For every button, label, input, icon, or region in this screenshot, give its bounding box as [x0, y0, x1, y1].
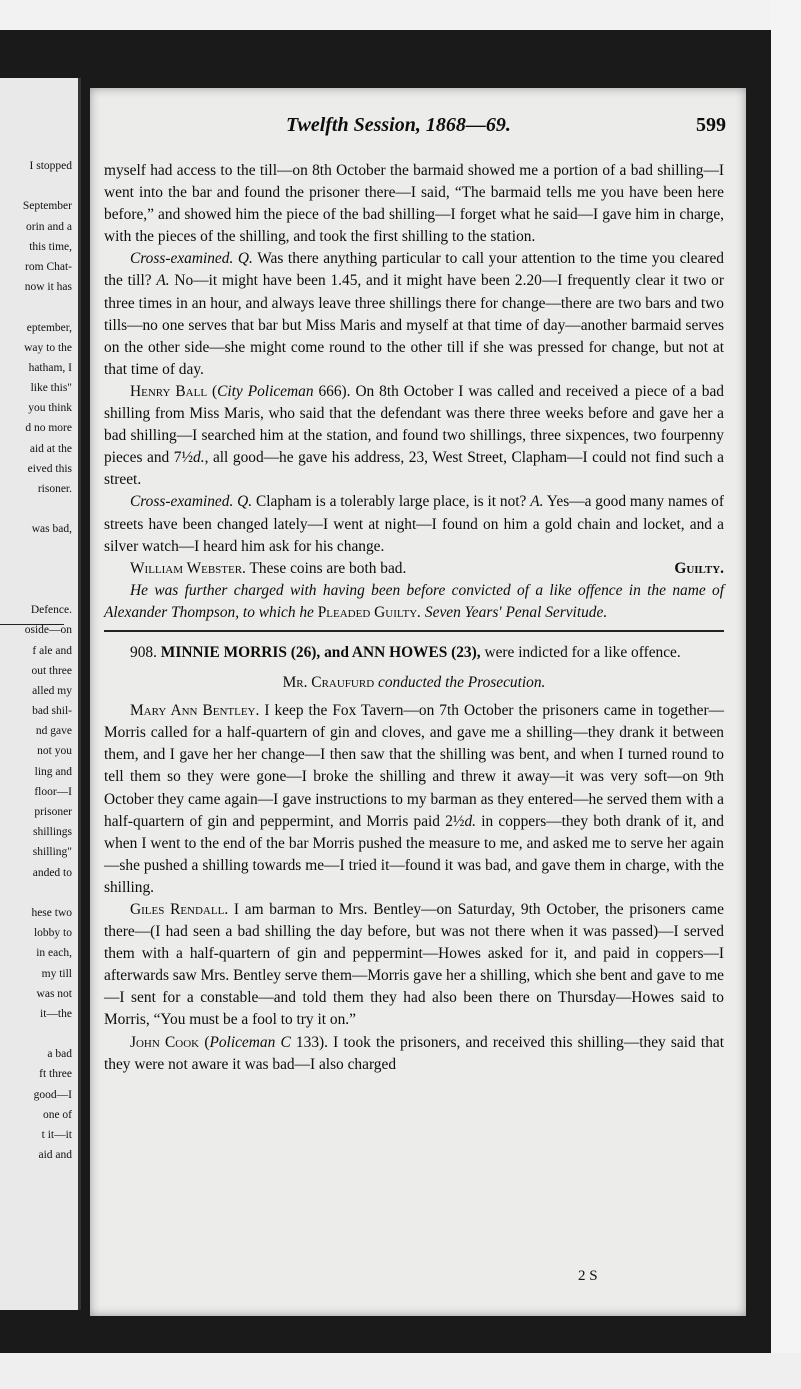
- facing-page-line: [0, 540, 72, 560]
- further-charge: [104, 580, 724, 624]
- facing-page-line: orin and a: [26, 220, 72, 233]
- facing-page-line: alled my: [32, 684, 72, 697]
- facing-page-line: anded to: [32, 866, 72, 879]
- facing-page-line: ft three: [39, 1068, 72, 1081]
- facing-page-line: eived this: [27, 462, 72, 475]
- facing-page-line: [0, 176, 72, 196]
- facing-page-line: like this": [30, 382, 72, 395]
- sentence: . Seven Years' Penal Servitude.: [417, 603, 608, 621]
- text-run: Cross-examined. Q.: [130, 493, 253, 511]
- text-run: I keep the Fox Tavern—on 7th October the prisoners came in together—Morris called for a half-quartern of gin and cloves, and gave me a shilling—they drank it between them, and I gave her her change—I then saw that the shilling was bent, and when I turned round to tell them so they were gone—I broke the shilling and threw it away—it was very soft—on 9th October they came again—I gave instructions to my barman as they entered—he served them with a half-quartern of gin and peppermint, and Morris paid 2½: [104, 702, 725, 830]
- text-run: Giles Rendall.: [130, 901, 229, 918]
- text-run: Mary Ann Bentley.: [130, 702, 260, 720]
- testimony-paragraph: [104, 248, 724, 381]
- text-run: I am barman to Mrs. Bentley—on Saturday, 9th October, the prisoners came there—(I had seen a bad shilling the day before, but was not there when it was passed)—I served them with a half-quartern of gin and peppermint—Howes asked for it, and paid in coppers—I afterwards saw Mrs. Bentley serve them—Morris gave her a shilling, which she bent and gave to me—I sent for a constable—and told them they had also been there on Thursday—Howes said to Morris, “You must be a fool to try it on.”: [104, 901, 724, 1029]
- testimony-paragraph: [104, 700, 724, 899]
- facing-page-line: now it has: [24, 281, 72, 294]
- case-divider: [104, 630, 724, 632]
- facing-page-line: [0, 883, 72, 903]
- text-run: Was there anything particular to call your attention to the time you cleared the till?: [104, 250, 724, 290]
- text-run: No—it might have been 1.45, and it might have been 2.20—I frequently clear it two or three times in an hour, and always leave three shillings there for change—there are two bars and two tills—no one serves that bar but Miss Maris and myself at that time of day—another barmaid serves on the other side—she might come round to the other till if she was pressed for change, but not at that time of day.: [104, 272, 724, 378]
- facing-page-line: ling and: [34, 765, 72, 778]
- facing-page-line: [0, 580, 72, 600]
- testimony-paragraph: [104, 899, 724, 1032]
- text-run: Yes—a good many names of streets have been changed lately—I went at night—I found on him a gold chain and locket, and a silver watch—I heard him ask for his change.: [104, 493, 724, 555]
- facing-page-line: hatham, I: [28, 361, 72, 374]
- facing-page-line: it—the: [40, 1007, 72, 1020]
- facing-page-line: I stopped: [29, 160, 72, 172]
- text-run: City Policeman: [217, 382, 314, 400]
- webster-statement: [104, 558, 724, 580]
- facing-page-rule: [0, 624, 64, 625]
- facing-page-line: out three: [31, 664, 72, 677]
- text-run: (: [207, 382, 218, 400]
- text-run: Cross-examined. Q.: [130, 250, 253, 268]
- text-run: , all good—he gave his address, 23, West Street, Clapham—I could not find such a street.: [104, 449, 725, 489]
- book-page: [90, 88, 746, 1316]
- prosecution-text: conducted the Prosecution.: [374, 674, 546, 692]
- case-title: MINNIE MORRIS (26), and ANN HOWES (23),: [160, 643, 481, 661]
- testimony-paragraph: [104, 1032, 724, 1076]
- facing-page-lines: [0, 156, 72, 1165]
- facing-page-line: rom Chat-: [25, 260, 72, 273]
- text-run: A.: [156, 272, 170, 290]
- scan-border-bottom: [0, 1353, 801, 1389]
- facing-page-line: risoner.: [37, 483, 72, 495]
- facing-page-line: t it—it: [41, 1129, 72, 1141]
- testimony-block-1: [104, 160, 724, 558]
- text-run: 666). On 8th October I was called and received a piece of a bad shilling from Miss Maris, who said that the defendant was there three weeks before and gave her a bad shilling—I searched him at the station, and found two shillings, three sixpences, two fourpenny pieces and 7½: [104, 382, 725, 467]
- facing-page-line: this time,: [29, 240, 72, 253]
- facing-page-fragment: [0, 78, 81, 1310]
- facing-page-line: not you: [37, 745, 72, 758]
- running-head: Twelfth Session, 1868—69.: [286, 114, 511, 136]
- text-run: in coppers—they both drank of it, and when I went to the end of the bar Morris pushed the measure to me, and asked me to serve her again—she pushed a shilling towards me—I tried it—found it was bad, and gave them in charge, with the shilling.: [104, 812, 724, 896]
- text-run: (: [199, 1033, 210, 1051]
- testimony-paragraph: [104, 381, 724, 491]
- facing-page-line: floor—I: [34, 785, 72, 798]
- facing-page-line: way to the: [24, 341, 72, 354]
- case-number: 908.: [130, 643, 157, 661]
- facing-page-line: one of: [42, 1108, 72, 1121]
- facing-page-line: [0, 560, 72, 580]
- facing-page-line: prisoner: [34, 806, 72, 818]
- facing-page-line: nd gave: [35, 725, 72, 738]
- facing-page-line: aid at the: [29, 442, 72, 455]
- plea: Pleaded Guilty: [317, 603, 418, 621]
- verdict: Guilty.: [674, 559, 724, 577]
- text-run: Policeman C: [209, 1033, 291, 1051]
- testimony-block-2: [104, 700, 724, 1076]
- facing-page-line: lobby to: [33, 927, 72, 940]
- case-charge: were indicted for a like offence.: [480, 643, 681, 661]
- facing-page-line: a bad: [47, 1048, 72, 1061]
- text-run: John Cook: [130, 1033, 200, 1051]
- testimony-paragraph: [104, 160, 724, 248]
- page-body: [104, 160, 724, 1076]
- facing-page-line: d no more: [25, 422, 72, 435]
- testimony-paragraph: [104, 491, 724, 557]
- facing-page-line: shillings: [33, 826, 72, 839]
- prosecutor: Mr. Craufurd: [282, 674, 375, 692]
- facing-page-line: shilling": [32, 846, 72, 859]
- scan-border-top: [0, 0, 801, 30]
- prosecution-line: [104, 672, 724, 694]
- facing-page-line: September: [22, 200, 72, 213]
- statement-text: These coins are both bad.: [245, 559, 407, 577]
- facing-page-line: in each,: [36, 947, 72, 960]
- signature-mark: 2 S: [578, 1268, 598, 1284]
- case-heading: [104, 642, 724, 664]
- facing-page-line: Defence.: [30, 604, 72, 617]
- text-run: d.: [464, 812, 476, 830]
- facing-page-line: aid and: [38, 1149, 72, 1162]
- facing-page-line: bad shil-: [32, 705, 72, 718]
- facing-page-line: my till: [41, 967, 72, 980]
- page-number: 599: [696, 114, 726, 136]
- facing-page-line: good—I: [33, 1088, 72, 1101]
- text-run: Clapham is a tolerably large place, is it not?: [252, 493, 531, 511]
- scan-border-right: [771, 0, 801, 1389]
- page-header: [90, 114, 746, 142]
- witness-name: William Webster.: [130, 559, 246, 577]
- further-charge-text: He was further charged with having been before convicted of a like offence in the name of Alexander Thompson, to which he: [104, 581, 724, 621]
- facing-page-line: [0, 499, 72, 519]
- facing-page-line: was bad,: [31, 523, 72, 536]
- facing-page-line: [0, 297, 72, 317]
- facing-page-line: f ale and: [32, 644, 72, 657]
- text-run: d.: [193, 449, 205, 467]
- text-run: myself had access to the till—on 8th October the barmaid showed me a portion of a bad shilling—I went into the bar and found the prisoner there—I said, “The barmaid tells me you have been here before,” and showed him the piece of the bad shilling—I forget what he said—I gave him in charge, with the pieces of the shilling, and took the first shilling to the station.: [104, 162, 724, 246]
- facing-page-line: hese two: [31, 906, 72, 919]
- facing-page-line: eptember,: [26, 321, 72, 334]
- facing-page-line: was not: [36, 987, 72, 1000]
- text-run: Henry Ball: [130, 382, 208, 400]
- text-run: 133). I took the prisoners, and received this shilling—they said that they were not aware it was bad—I also charged: [104, 1033, 724, 1073]
- facing-page-line: [0, 1024, 72, 1044]
- facing-page-line: you think: [28, 402, 72, 415]
- text-run: A.: [530, 493, 544, 511]
- facing-page-line: oside—on: [24, 624, 72, 637]
